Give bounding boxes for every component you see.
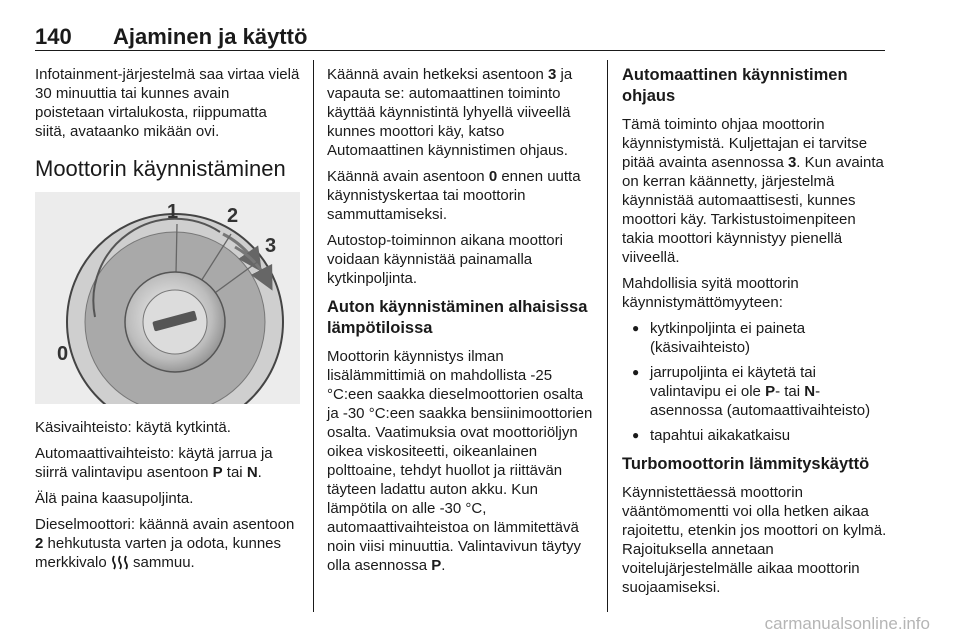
glow-plug-icon: [111, 554, 129, 570]
automatic-gearbox-text: Automaattivaihteisto: käytä jarrua ja siirrä valintavipu asentoon P tai N.: [35, 445, 273, 481]
column-2: [327, 65, 595, 582]
failure-reasons-list: [622, 319, 890, 445]
label-position-2: 2: [227, 205, 239, 227]
page-title: Ajaminen ja käyttö: [113, 24, 308, 49]
cold-start-text: Moottorin käynnistys ilman lisälämmittimiä on mahdollista -25 °C:een saakka dieselmoottorien osalta ja -30 °C:een saakka bensiinimoottorien osalta. Vaatimuksia ovat moottoriöljyn oikea viskositeetti, oikeanlainen polttoaine, tehdyt huollot ja riittävän täyteen ladattu auton akku. Kun lämpötila on alle -30 °C, automaattivaihteistoa on lämmitettävä noin viisi minuuttia. Valintavivun täytyy olla asennossa P.: [327, 348, 593, 574]
autostop-text: Autostop-toiminnon aikana moottori voidaan käynnistää painamalla kytkinpoljinta.: [327, 232, 563, 287]
no-accelerator-text: Älä paina kaasupoljinta.: [35, 490, 194, 507]
label-position-0: 0: [57, 343, 69, 365]
manual-gearbox-text: Käsivaihteisto: käytä kytkintä.: [35, 419, 231, 436]
auto-starter-text: Tämä toiminto ohjaa moottorin käynnistymistä. Kuljettajan ei tarvitse pitää avainta asennossa 3. Kun avainta on kerran käännetty, järjestelmä käynnistää automaattisesti, kunnes moottori käy. Tarkistustoimenpiteen takia moottori käynnistyy pienellä viiveellä.: [622, 116, 884, 266]
intro-paragraph: Infotainment-järjestelmä saa virtaa vielä 30 minuuttia tai kunnes avain poistetaan virtalukosta, riippumatta siitä, avataanko mikään ovi.: [35, 66, 300, 140]
list-item: ● tapahtui aikakatkaisu: [622, 426, 890, 445]
list-item: ● kytkinpoljinta ei paineta (käsivaihteisto): [622, 319, 890, 357]
section-heading-cold-start: Auton käynnistäminen alhaisissa lämpötiloissa: [327, 298, 588, 337]
label-position-1: 1: [167, 201, 179, 223]
column-divider-2: [607, 60, 608, 612]
ignition-switch-illustration: [35, 192, 300, 404]
page-header: [35, 20, 885, 50]
failure-reasons-intro: Mahdollisia syitä moottorin käynnistymättömyyteen:: [622, 275, 799, 311]
section-heading-auto-starter: Automaattinen käynnistimen ohjaus: [622, 66, 848, 105]
key-position-0-text: Käännä avain asentoon 0 ennen uutta käynnistyskertaa tai moottorin sammuttamiseksi.: [327, 168, 581, 223]
watermark: carmanualsonline.info: [764, 614, 930, 633]
column-1: [35, 65, 300, 579]
section-heading-turbo-warmup: Turbomoottorin lämmityskäyttö: [622, 455, 870, 473]
ignition-diagram: [35, 192, 300, 404]
column-3: [622, 65, 890, 604]
diesel-text: Dieselmoottori: käännä avain asentoon 2 hehkutusta varten ja odota, kunnes merkkivalo sammuu.: [35, 516, 295, 571]
section-heading-engine-start: Moottorin käynnistäminen: [35, 156, 286, 181]
turbo-warmup-text: Käynnistettäessä moottorin vääntömomentti voi olla hetken aikaa rajoitettu, etenkin jos moottori on kylmä. Rajoituksella annetaan voitelujärjestelmälle aikaa moottorin suojaamiseksi.: [622, 484, 887, 596]
key-position-3-text: Käännä avain hetkeksi asentoon 3 ja vapauta se: automaattinen toiminto käyttää käynnistintä lyhyellä viiveellä kunnes moottori käy, katso Automaattinen käynnistimen ohjaus.: [327, 66, 573, 159]
header-rule: [35, 50, 885, 51]
label-position-3: 3: [265, 235, 277, 257]
page-number: 140: [35, 24, 72, 49]
column-divider-1: [313, 60, 314, 612]
list-item: ● jarrupoljinta ei käytetä tai valintavipu ei ole P- tai N-asennossa (automaattivaihteisto): [622, 363, 890, 420]
